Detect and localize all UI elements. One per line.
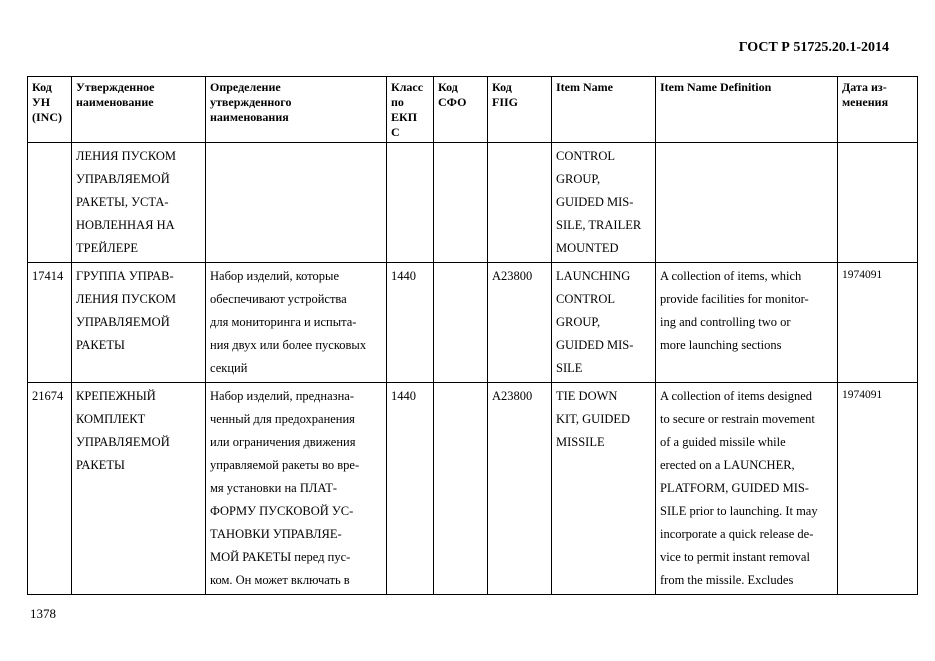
table-header	[28, 77, 918, 143]
cell-line: ния двух или более пусковых	[210, 338, 367, 352]
col-item-definition-header	[656, 77, 838, 143]
cell-line: more launching sections	[660, 338, 782, 352]
table-row	[28, 383, 918, 595]
fiig-cell	[488, 263, 552, 383]
header-line: менения	[842, 95, 889, 109]
cell-line: A collection of items, which	[660, 269, 802, 283]
sfo-cell	[434, 383, 488, 595]
cell-line: MOUNTED	[556, 241, 619, 255]
cell-line: КОМПЛЕКТ	[76, 412, 146, 426]
cell-line: KIT, GUIDED	[556, 412, 631, 426]
definition-cell	[206, 143, 387, 263]
col-fiig-header	[488, 77, 552, 143]
cell-line: мя установки на ПЛАТ-	[210, 481, 338, 495]
header-line: Item Name Definition	[660, 80, 772, 94]
change-date-cell	[838, 263, 918, 383]
item-definition-cell	[656, 263, 838, 383]
item-name-cell	[552, 143, 656, 263]
cell-line: ЛЕНИЯ ПУСКОМ	[76, 149, 177, 163]
header-line: Код	[492, 80, 512, 94]
cell-line: ing and controlling two or	[660, 315, 791, 329]
fiig-value: A23800	[492, 389, 533, 403]
cell-line: ком. Он может включать в	[210, 573, 350, 587]
cell-line: CONTROL	[556, 149, 616, 163]
header-line: Дата из-	[842, 80, 887, 94]
header-line: С	[391, 125, 400, 139]
sfo-cell	[434, 263, 488, 383]
header-line: Класс	[391, 80, 424, 94]
cell-line: секций	[210, 361, 248, 375]
cell-line: TIE DOWN	[556, 389, 618, 403]
cell-line: ченный для предохранения	[210, 412, 355, 426]
sfo-value	[438, 265, 483, 288]
cell-line: GUIDED MIS-	[556, 338, 634, 352]
classification-table	[27, 76, 918, 595]
cell-line: to secure or restrain movement	[660, 412, 815, 426]
cell-line: SILE prior to launching. It may	[660, 504, 818, 518]
cell-line: CONTROL	[556, 292, 616, 306]
cell-line: управляемой ракеты во вре-	[210, 458, 360, 472]
inc-value	[32, 145, 67, 168]
cell-line: MISSILE	[556, 435, 605, 449]
col-class-header	[387, 77, 434, 143]
fiig-cell	[488, 383, 552, 595]
change-date-value: 1974091	[842, 389, 883, 401]
cell-line: of a guided missile while	[660, 435, 786, 449]
approved-name-cell	[72, 143, 206, 263]
col-approved-name-header	[72, 77, 206, 143]
inc-cell	[28, 383, 72, 595]
approved-name-cell	[72, 383, 206, 595]
cell-line: или ограничения движения	[210, 435, 356, 449]
header-line: по	[391, 95, 404, 109]
cell-line: для мониторинга и испыта-	[210, 315, 357, 329]
header-line: Item Name	[556, 80, 613, 94]
approved-name-cell	[72, 263, 206, 383]
header-line: Определение	[210, 80, 281, 94]
header-line: ЕКП	[391, 110, 418, 124]
cell-line: Набор изделий, предназна-	[210, 389, 354, 403]
cell-line: обеспечивают устройства	[210, 292, 347, 306]
cell-line: SILE	[556, 361, 583, 375]
item-name-cell	[552, 263, 656, 383]
cell-line: LAUNCHING	[556, 269, 631, 283]
col-inc-header	[28, 77, 72, 143]
fiig-value	[492, 145, 547, 168]
cell-line: ТРЕЙЛЕРЕ	[76, 241, 138, 255]
header-line: утвержденного	[210, 95, 292, 109]
cell-line: erected on a LAUNCHER,	[660, 458, 795, 472]
class-value: 1440	[391, 389, 416, 403]
header-row	[28, 77, 918, 143]
header-line: Код	[32, 80, 52, 94]
inc-value: 17414	[32, 269, 64, 283]
change-date-cell	[838, 143, 918, 263]
table-row	[28, 263, 918, 383]
cell-line: УПРАВЛЯЕМОЙ	[76, 315, 170, 329]
fiig-value: A23800	[492, 269, 533, 283]
cell-line: РАКЕТЫ	[76, 458, 125, 472]
inc-cell	[28, 143, 72, 263]
cell-line: PLATFORM, GUIDED MIS-	[660, 481, 809, 495]
cell-line: УПРАВЛЯЕМОЙ	[76, 172, 170, 186]
cell-line: vice to permit instant removal	[660, 550, 810, 564]
cell-line: GROUP,	[556, 315, 601, 329]
cell-line: РАКЕТЫ	[76, 338, 125, 352]
table-row	[28, 143, 918, 263]
cell-line: A collection of items designed	[660, 389, 813, 403]
cell-line: НОВЛЕННАЯ НА	[76, 218, 175, 232]
table-body	[28, 143, 918, 595]
definition-cell	[206, 383, 387, 595]
header-line: УН	[32, 95, 51, 109]
header-line: наименования	[210, 110, 289, 124]
cell-line: МОЙ РАКЕТЫ перед пус-	[210, 550, 351, 564]
cell-line: Набор изделий, которые	[210, 269, 340, 283]
sfo-cell	[434, 143, 488, 263]
cell-line: SILE, TRAILER	[556, 218, 642, 232]
cell-line: УПРАВЛЯЕМОЙ	[76, 435, 170, 449]
class-cell	[387, 383, 434, 595]
cell-line: GROUP,	[556, 172, 601, 186]
cell-line: РАКЕТЫ, УСТА-	[76, 195, 169, 209]
sfo-value	[438, 385, 483, 408]
class-value: 1440	[391, 269, 416, 283]
sfo-value	[438, 145, 483, 168]
inc-cell	[28, 263, 72, 383]
document-header: ГОСТ Р 51725.20.1-2014	[738, 40, 889, 55]
item-name-cell	[552, 383, 656, 595]
fiig-cell	[488, 143, 552, 263]
cell-line: from the missile. Excludes	[660, 573, 794, 587]
col-sfo-header	[434, 77, 488, 143]
item-definition-cell	[656, 143, 838, 263]
cell-line: ЛЕНИЯ ПУСКОМ	[76, 292, 177, 306]
cell-line: GUIDED MIS-	[556, 195, 634, 209]
cell-line: ФОРМУ ПУСКОВОЙ УС-	[210, 504, 354, 518]
class-value	[391, 145, 429, 168]
header-line: Утвержденное	[76, 80, 155, 94]
definition-cell	[206, 263, 387, 383]
col-definition-header	[206, 77, 387, 143]
col-change-date-header	[838, 77, 918, 143]
header-line: наименование	[76, 95, 154, 109]
cell-line: incorporate a quick release de-	[660, 527, 814, 541]
header-line: (INC)	[32, 110, 62, 124]
item-definition-cell	[656, 383, 838, 595]
header-line: Код	[438, 80, 458, 94]
class-cell	[387, 263, 434, 383]
cell-line: ГРУППА УПРАВ-	[76, 269, 174, 283]
page-number: 1378	[30, 606, 56, 621]
change-date-value: 1974091	[842, 269, 883, 281]
class-cell	[387, 143, 434, 263]
inc-value: 21674	[32, 389, 64, 403]
cell-line: ТАНОВКИ УПРАВЛЯЕ-	[210, 527, 342, 541]
cell-line: КРЕПЕЖНЫЙ	[76, 389, 156, 403]
header-line: СФО	[438, 95, 467, 109]
header-line: FIIG	[492, 95, 519, 109]
change-date-cell	[838, 383, 918, 595]
cell-line: provide facilities for monitor-	[660, 292, 809, 306]
col-item-name-header	[552, 77, 656, 143]
